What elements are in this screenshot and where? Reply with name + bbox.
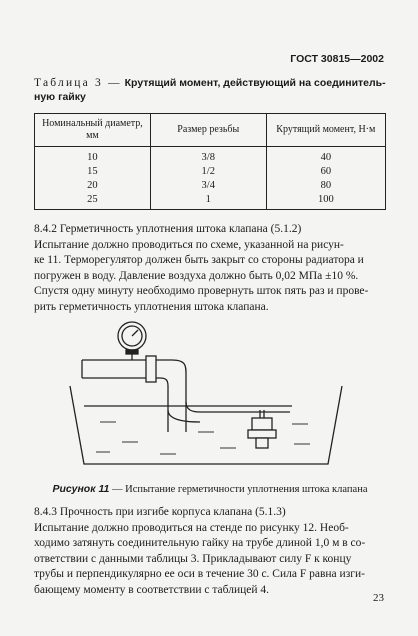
cell-torque: 100 <box>266 193 385 210</box>
cell-torque: 80 <box>266 179 385 193</box>
figure-caption-text: — Испытание герметичности уплотнения штока клапана <box>109 484 368 495</box>
table-row <box>35 147 386 166</box>
figure-label: Рисунок 11 <box>52 483 110 495</box>
document-code: ГОСТ 30815—2002 <box>290 53 384 65</box>
paragraph-line: ходимо затянуть соединительную гайку на трубе длиной 1,0 м в со- <box>34 537 366 549</box>
gauge-base <box>126 350 138 354</box>
figure-caption <box>34 483 386 495</box>
table-row <box>35 193 386 210</box>
water-tank <box>70 386 342 464</box>
paragraph-line: трубы и перпендикулярно ее оси в течение 30 с. Сила F равна изги- <box>34 568 365 580</box>
cell-diameter: 20 <box>35 179 151 193</box>
valve-stem <box>256 438 268 448</box>
cell-torque: 40 <box>266 147 385 166</box>
header-nominal-diameter: Номинальный диаметр, мм <box>35 114 151 147</box>
cell-diameter: 10 <box>35 147 151 166</box>
paragraph-line: Испытание должно проводиться на стенде по рисунку 12. Необ- <box>34 521 349 534</box>
section-8-4-2 <box>34 222 386 315</box>
table-title-line1: Крутящий момент, действующий на соединитель- <box>124 77 386 89</box>
header-torque: Крутящий момент, Н·м <box>266 114 385 147</box>
table-caption <box>34 76 386 104</box>
figure-11-test-diagram <box>60 314 350 474</box>
paragraph-line: Испытание должно проводиться по схеме, указанной на рисун- <box>34 238 344 251</box>
section-8-4-3 <box>34 505 386 598</box>
valve-nut <box>248 430 276 438</box>
valve-body-icon <box>252 418 272 430</box>
paragraph-line: бающему моменту в соответствии с таблицей 4. <box>34 583 270 596</box>
cell-thread: 1 <box>150 193 266 210</box>
paragraph-line: Спустя одну минуту необходимо провернуть шток пять раз и прове- <box>34 285 369 297</box>
water-hatching <box>96 422 310 454</box>
header-thread-size: Размер резьбы <box>150 114 266 147</box>
torque-table <box>34 113 386 210</box>
cell-thread: 3/8 <box>150 147 266 166</box>
pipe-lower-wall <box>82 378 168 432</box>
table-label: Таблица 3 — <box>34 77 122 89</box>
page-number: 23 <box>373 592 384 604</box>
cell-thread: 1/2 <box>150 165 266 179</box>
paragraph-line: погружен в воду. Давление воздуха должно быть 0,02 МПа ±10 %. <box>34 269 359 282</box>
cell-diameter: 15 <box>35 165 151 179</box>
section-heading: 8.4.2 Герметичность уплотнения штока клапана (5.1.2) <box>34 223 302 235</box>
cell-diameter: 25 <box>35 193 151 210</box>
paragraph-line: ответствии с данными таблицы 3. Прикладывают силу F к концу <box>34 552 352 565</box>
paragraph-line: рить герметичность уплотнения штока клапана. <box>34 300 269 313</box>
table-row <box>35 179 386 193</box>
pipe-upper-wall <box>82 360 186 432</box>
cell-torque: 60 <box>266 165 385 179</box>
paragraph-line: ке 11. Терморегулятор должен быть закрыт со стороны радиатора и <box>34 254 364 266</box>
table-header-row <box>35 114 386 147</box>
pipe-fitting <box>146 356 156 382</box>
section-heading: 8.4.3 Прочность при изгибе корпуса клапана (5.1.3) <box>34 506 286 518</box>
table-row <box>35 165 386 179</box>
pipe-bottom-wall <box>186 402 290 412</box>
table-title-line2: ную гайку <box>34 91 86 103</box>
cell-thread: 3/4 <box>150 179 266 193</box>
